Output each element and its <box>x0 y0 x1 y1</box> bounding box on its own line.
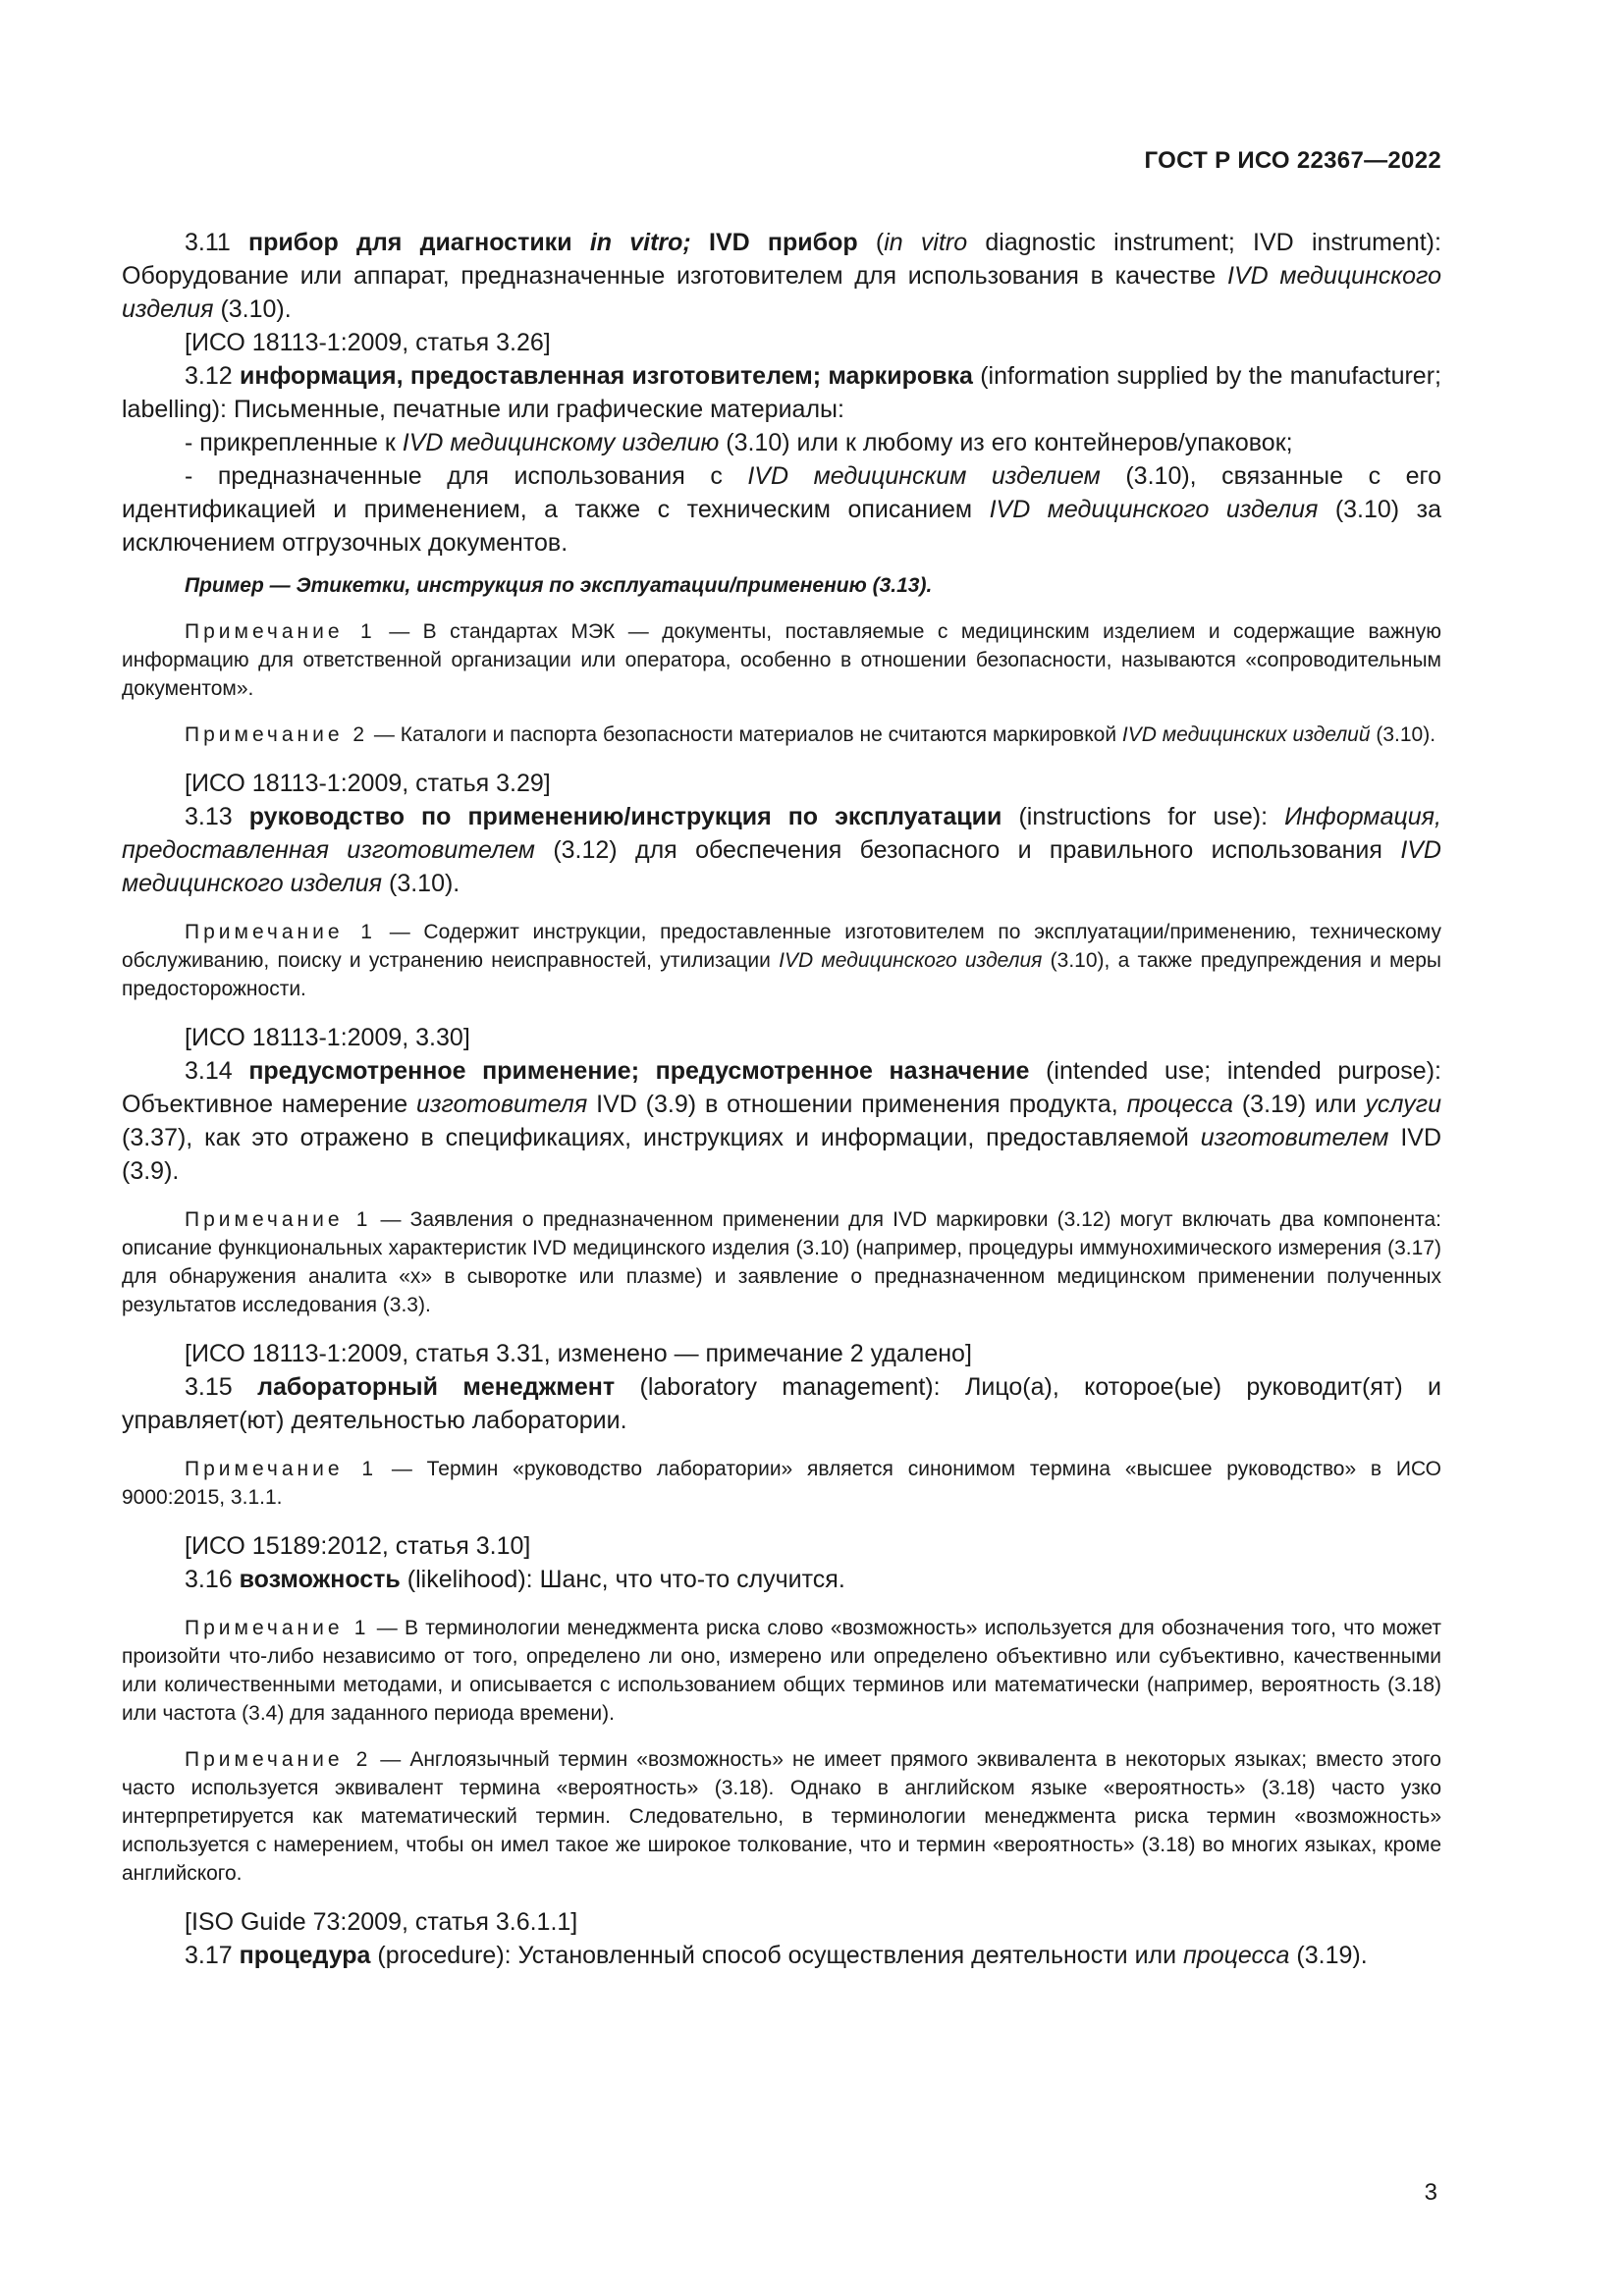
source-reference: [ИСО 18113-1:2009, статья 3.31, изменено — примечание 2 удалено] <box>185 1340 972 1367</box>
source-reference: [ИСО 18113-1:2009, 3.30] <box>185 1024 470 1051</box>
term-3-17: 3.17 процедура (procedure): Установленный способ осуществления деятельности или процесса (3.19). <box>185 1942 1368 1969</box>
page-content <box>122 226 1441 1972</box>
page-number: 3 <box>1424 2179 1437 2206</box>
list-item: - предназначенные для использования с IVD медицинским изделием (3.10), связанные с его идентификацией и применением, а также с техническим описанием IVD медицинского изделия (3.10) за исключением отгрузочных документов. <box>122 462 1441 557</box>
term-3-16: 3.16 возможность (likelihood): Шанс, что что-то случится. <box>185 1566 845 1593</box>
note: Примечание 2 — Англоязычный термин «возможность» не имеет прямого эквивалента в некоторых языках; вместо этого часто используется эквивалент термина «вероятность» (3.18). Однако в английском языке «вероятность» (3.18) часто узко интерпретируется как математический термин. Следовательно, в терминологии менеджмента риска термин «возможность» используется с намерением, чтобы он имел такое же широкое толкование, что и термин «вероятность» (3.18) во многих языках, кроме английского. <box>122 1748 1441 1885</box>
term-name: процедура <box>239 1942 371 1969</box>
term-name: предусмотренное применение; предусмотренное назначение <box>248 1057 1030 1085</box>
term-3-13: 3.13 руководство по применению/инструкция по эксплуатации (instructions for use): Информация, предоставленная изготовителем (3.12) для обеспечения безопасного и правильного использования IVD медицинского изделия (3.10). <box>122 803 1441 897</box>
source-reference: [ISO Guide 73:2009, статья 3.6.1.1] <box>185 1908 578 1936</box>
note: Примечание 1 — В терминологии менеджмента риска слово «возможность» используется для обозначения того, что может произойти что-либо независимо от того, определено ли оно, измерено или определено объективно или субъективно, качественными или количественными методами, и описывается с использованием общих терминов или математически (например, вероятность (3.18) или частота (3.4) для заданного периода времени). <box>122 1617 1441 1725</box>
source-reference: [ИСО 15189:2012, статья 3.10] <box>185 1532 531 1560</box>
note: Примечание 1 — Содержит инструкции, предоставленные изготовителем по эксплуатации/применению, техническому обслуживанию, поиску и устранению неисправностей, утилизации IVD медицинского изделия (3.10), а также предупреждения и меры предосторожности. <box>122 921 1441 1000</box>
source-reference: [ИСО 18113-1:2009, статья 3.26] <box>185 329 551 356</box>
term-name: информация, предоставленная изготовителем; маркировка <box>239 362 973 390</box>
document-code-header: ГОСТ Р ИСО 22367—2022 <box>1144 147 1441 174</box>
example-text: Пример — Этикетки, инструкция по эксплуатации/применению (3.13). <box>185 574 933 597</box>
term-3-15: 3.15 лабораторный менеджмент (laboratory management): Лицо(а), которое(ые) руководит(ят) и управляет(ют) деятельностью лаборатории. <box>122 1373 1442 1434</box>
term-3-12: 3.12 информация, предоставленная изготовителем; маркировка (information supplied by the manufacturer; labelling): Письменные, печатные или графические материалы: <box>122 362 1441 423</box>
term-name: лабораторный менеджмент <box>257 1373 616 1401</box>
note: Примечание 1 — В стандартах МЭК — документы, поставляемые с медицинским изделием и содержащие важную информацию для ответственной организации или оператора, особенно в отношении безопасности, называются «сопроводительным документом». <box>122 620 1441 700</box>
term-3-11: 3.11 прибор для диагностики in vitro; IVD прибор (in vitro diagnostic instrument; IVD instrument): Оборудование или аппарат, предназначенные изготовителем для использования в качестве IVD медицинского изделия (3.10). <box>122 229 1441 323</box>
note: Примечание 2 — Каталоги и паспорта безопасности материалов не считаются маркировкой IVD медицинских изделий (3.10). <box>185 723 1436 746</box>
note: Примечание 1 — Термин «руководство лаборатории» является синонимом термина «высшее руководство» в ИСО 9000:2015, 3.1.1. <box>122 1458 1441 1509</box>
term-3-14: 3.14 предусмотренное применение; предусмотренное назначение (intended use; intended purpose): Объективное намерение изготовителя IVD (3.9) в отношении применения продукта, процесса (3.19) или услуги (3.37), как это отражено в спецификациях, инструкциях и информации, предоставляемой изготовителем IVD (3.9). <box>122 1057 1442 1185</box>
list-item: - прикрепленные к IVD медицинскому изделию (3.10) или к любому из его контейнеров/упаковок; <box>185 429 1293 456</box>
note: Примечание 1 — Заявления о предназначенном применении для IVD маркировки (3.12) могут включать два компонента: описание функциональных характеристик IVD медицинского изделия (3.10) (например, процедуры иммунохимического измерения (3.17) для обнаружения аналита «х» в сыворотке или плазме) и заявление о предназначенном медицинском применении полученных результатов исследования (3.3). <box>122 1208 1441 1316</box>
source-reference: [ИСО 18113-1:2009, статья 3.29] <box>185 770 551 797</box>
term-name: прибор для диагностики in vitro; IVD прибор <box>248 229 858 256</box>
term-name: возможность <box>239 1566 401 1593</box>
term-name: руководство по применению/инструкция по эксплуатации <box>248 803 1002 830</box>
